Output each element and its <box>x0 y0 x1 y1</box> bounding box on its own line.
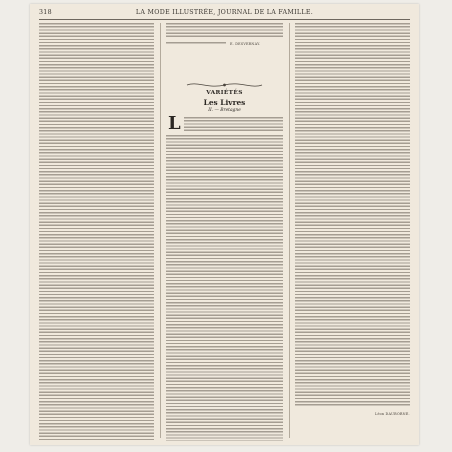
article-title: Les Livres <box>203 98 246 107</box>
author-signature: Léon DAUBORNE. <box>375 412 410 416</box>
article-signature: E. DESVERNAY. <box>230 42 261 46</box>
body-text <box>39 23 154 441</box>
body-text <box>295 23 410 407</box>
journal-title: LA MODE ILLUSTRÉE, JOURNAL DE LA FAMILLE. <box>135 9 314 16</box>
text-column-left <box>39 23 154 441</box>
ornament-divider <box>185 81 264 89</box>
body-text <box>166 42 226 45</box>
body-text <box>166 135 283 441</box>
newspaper-page <box>30 4 419 445</box>
header-rule <box>39 19 410 20</box>
body-text <box>166 23 283 39</box>
running-head <box>39 8 410 18</box>
section-label: VARIÉTÉS <box>206 90 243 96</box>
body-text <box>184 117 283 133</box>
page-number: 318 <box>39 9 52 16</box>
column-divider <box>160 23 161 438</box>
text-column-right <box>295 23 410 407</box>
drop-cap: L <box>168 113 181 134</box>
blank-space <box>166 49 283 77</box>
column-divider <box>289 23 290 438</box>
article-subtitle: II. — Bretagne <box>208 108 241 113</box>
